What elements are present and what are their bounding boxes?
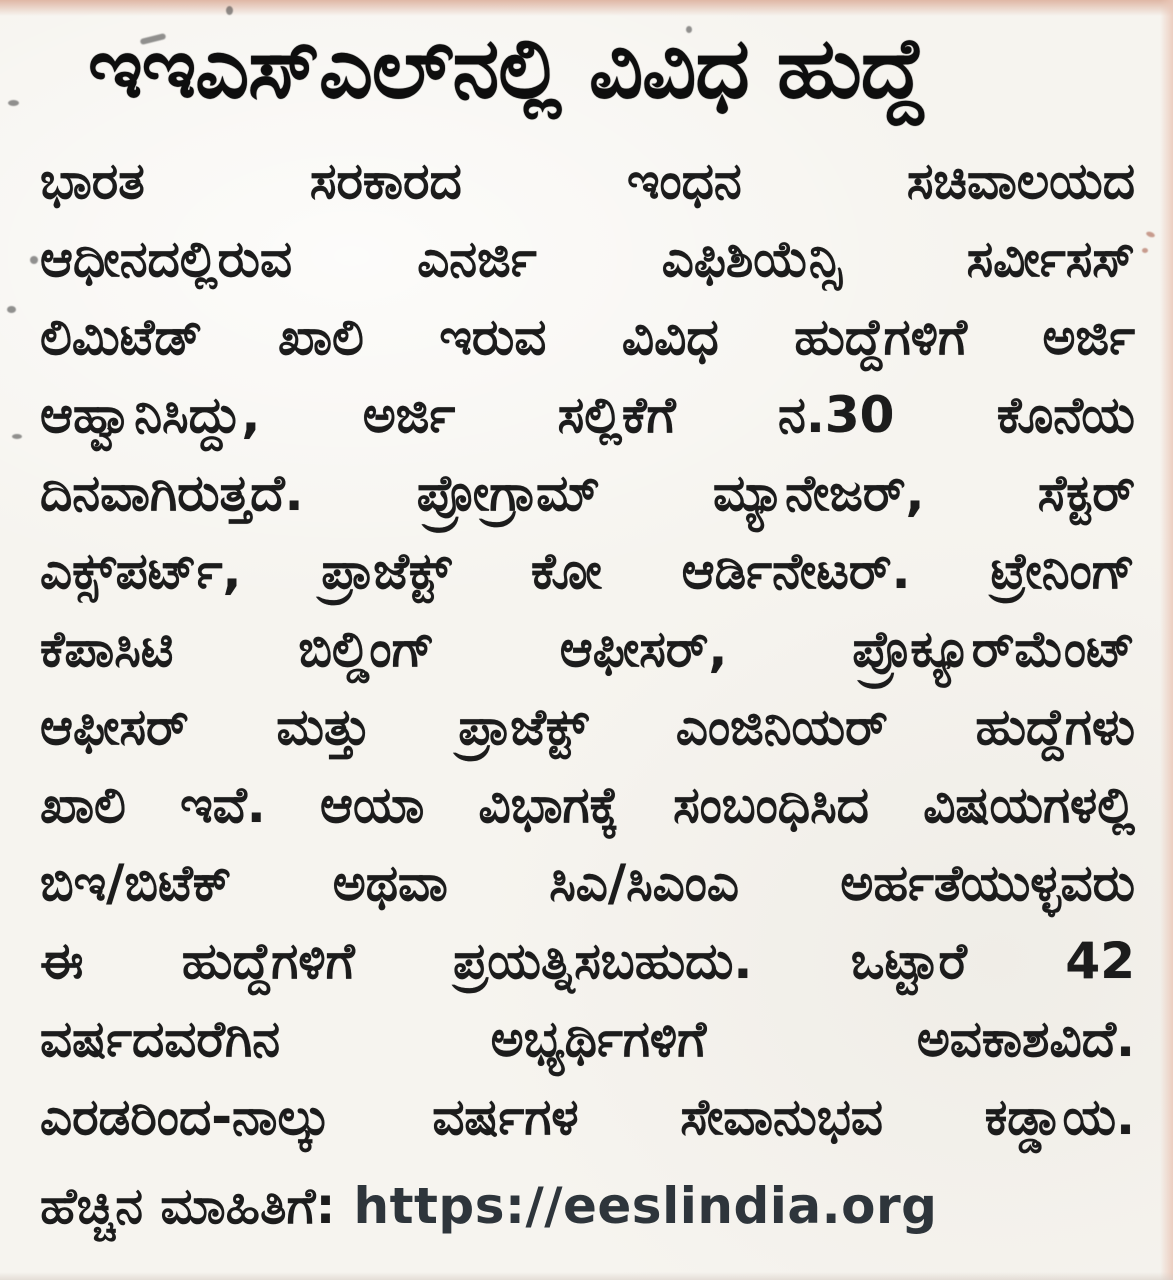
scan-edge-tint-bottom (0, 1272, 1173, 1280)
body-line: ವರ್ಷದವರೆಗಿನ ಅಭ್ಯರ್ಥಿಗಳಿಗೆ ಅವಕಾಶವಿದೆ. (40, 1010, 1135, 1068)
more-info-label: ಹೆಚ್ಚಿನ ಮಾಹಿತಿಗೆ: (40, 1177, 336, 1235)
article-headline: ಇಇಎಸ್‌ಎಲ್‌ನಲ್ಲಿ ವಿವಿಧ ಹುದ್ದೆ (88, 19, 926, 117)
scan-edge-tint-top (0, 0, 1173, 16)
body-line: ಎರಡರಿಂದ-ನಾಲ್ಕು ವರ್ಷಗಳ ಸೇವಾನುಭವ ಕಡ್ಡಾಯ. (40, 1088, 1135, 1146)
body-line: ಆಧೀನದಲ್ಲಿರುವ ಎನರ್ಜಿ ಎಫಿಶಿಯೆನ್ಸಿ ಸರ್ವೀಸಸ್ (40, 230, 1135, 288)
body-line: ಆಹ್ವಾನಿಸಿದ್ದು, ಅರ್ಜಿ ಸಲ್ಲಿಕೆಗೆ ನ.30 ಕೊನೆಯ (40, 386, 1135, 444)
body-line: ಬಿಇ/ಬಿಟೆಕ್ ಅಥವಾ ಸಿಎ/ಸಿಎಂಎ ಅರ್ಹತೆಯುಳ್ಳವರು (40, 854, 1135, 912)
body-line: ಈ ಹುದ್ದೆಗಳಿಗೆ ಪ್ರಯತ್ನಿಸಬಹುದು. ಒಟ್ಟಾರೆ 42 (40, 932, 1135, 990)
body-line: ದಿನವಾಗಿರುತ್ತದೆ. ಪ್ರೋಗ್ರಾಮ್ ಮ್ಯಾನೇಜರ್, ಸೆಕ್ಟರ್ (40, 464, 1135, 522)
scan-edge-tint-right (1160, 0, 1173, 1280)
more-info-line (40, 1168, 1135, 1244)
body-line: ಎಕ್ಸ್‌ಪರ್ಟ್, ಪ್ರಾಜೆಕ್ಟ್ ಕೋ ಆರ್ಡಿನೇಟರ್. ಟ್ರೇನಿಂಗ್ (40, 542, 1135, 600)
article-body (40, 142, 1135, 1244)
scan-speck (1142, 248, 1148, 253)
more-info-url: https://eeslindia.org (353, 1177, 938, 1235)
scan-speck (226, 6, 233, 15)
body-line: ಆಫೀಸರ್ ಮತ್ತು ಪ್ರಾಜೆಕ್ಟ್ ಎಂಜಿನಿಯರ್ ಹುದ್ದೆಗಳು (40, 698, 1135, 756)
scan-speck (7, 306, 16, 313)
scan-speck (12, 434, 22, 439)
body-line: ಲಿಮಿಟೆಡ್ ಖಾಲಿ ಇರುವ ವಿವಿಧ ಹುದ್ದೆಗಳಿಗೆ ಅರ್ಜಿ (40, 308, 1135, 366)
scan-speck (30, 256, 38, 264)
body-line: ಭಾರತ ಸರಕಾರದ ಇಂಧನ ಸಚಿವಾಲಯದ (40, 152, 1135, 210)
scan-speck (8, 100, 19, 106)
body-line: ಖಾಲಿ ಇವೆ. ಆಯಾ ವಿಭಾಗಕ್ಕೆ ಸಂಬಂಧಿಸಿದ ವಿಷಯಗಳಲ್ಲಿ (40, 776, 1135, 834)
body-line: ಕೆಪಾಸಿಟಿ ಬಿಲ್ಡಿಂಗ್ ಆಫೀಸರ್, ಪ್ರೊಕ್ಯೂರ್‌ಮೆಂಟ್ (40, 620, 1135, 678)
scan-speck (1145, 231, 1155, 239)
